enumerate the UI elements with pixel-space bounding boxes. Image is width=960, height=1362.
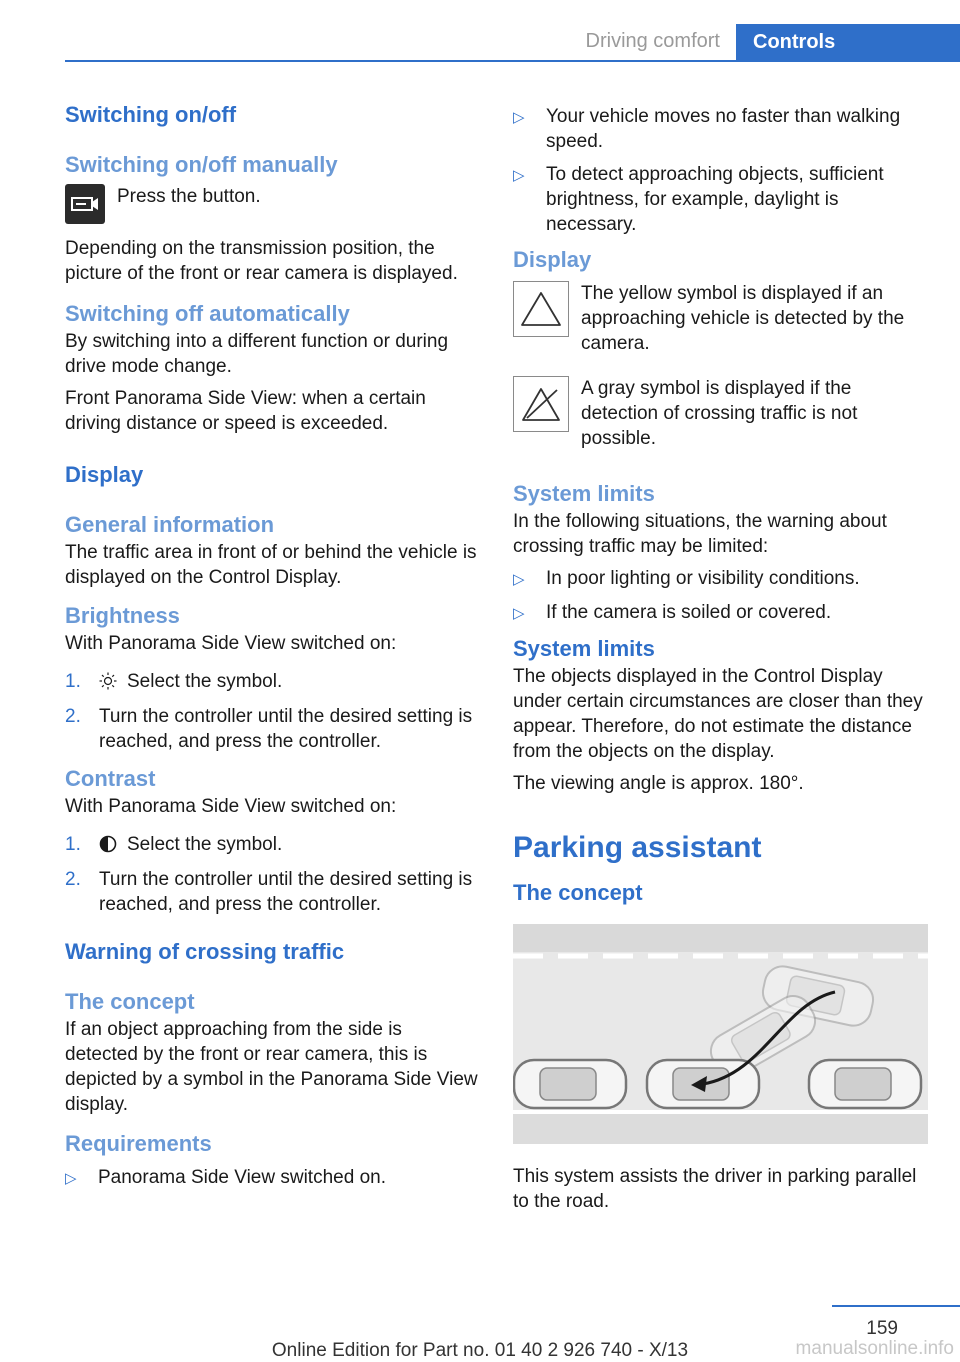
step-text: Turn the controller until the desired setting is reached, and press the controller. [99, 869, 473, 915]
list-item [513, 104, 928, 154]
heading-parking-concept: The concept [513, 880, 643, 905]
yellow-symbol-row [513, 281, 928, 356]
heading-contrast: Contrast [65, 766, 156, 791]
press-button-text: Press the button. [117, 186, 261, 207]
heading-requirements: Requirements [65, 1131, 212, 1156]
list-item [513, 162, 928, 237]
heading-switching-auto: Switching off automatically [65, 301, 350, 326]
paragraph-brightness: With Panorama Side View switched on: [65, 633, 397, 654]
page-header [0, 24, 960, 62]
paragraph-viewing-angle: The viewing angle is approx. 180°. [513, 773, 804, 794]
list-item [65, 1165, 480, 1191]
heading-switching-manual: Switching on/off manually [65, 152, 338, 177]
step-number: 1. [65, 671, 81, 692]
parking-illustration [513, 924, 928, 1144]
list-item [65, 669, 480, 697]
requirements-list [65, 1165, 480, 1191]
footer-watermark: manualsonline.info [795, 1338, 954, 1359]
brightness-steps [65, 669, 480, 754]
step-text: Select the symbol. [127, 834, 283, 855]
page-number-rule [832, 1305, 960, 1307]
list-item-text: To detect approaching objects, sufficient brightness, for example, daylight is necessary. [546, 164, 884, 235]
crossing-traffic-warning-icon [513, 281, 569, 337]
heading-brightness: Brightness [65, 603, 180, 628]
list-item-text: If the camera is soiled or covered. [546, 602, 832, 623]
gray-symbol-row [513, 376, 928, 451]
paragraph-transmission: Depending on the transmission position, the picture of the front or rear camera is displayed. [65, 238, 458, 284]
triangle-bullet-icon: ▷ [513, 109, 525, 126]
list-item-text: Your vehicle moves no faster than walking speed. [546, 106, 901, 152]
list-item-text: In poor lighting or visibility conditions. [546, 568, 860, 589]
page-number: 159 [866, 1318, 898, 1339]
list-item [513, 600, 928, 626]
header-section-title: Driving comfort [585, 30, 720, 52]
step-number: 2. [65, 869, 81, 890]
press-button-row [65, 184, 480, 224]
paragraph-gray-symbol: A gray symbol is displayed if the detection of crossing traffic is not possible. [581, 378, 858, 449]
footer-edition: Online Edition for Part no. 01 40 2 926 740 - X/13 [271, 1340, 689, 1361]
left-column [65, 100, 480, 1199]
list-item [513, 566, 928, 592]
step-number: 2. [65, 706, 81, 727]
header-rule [65, 60, 960, 62]
triangle-bullet-icon: ▷ [65, 1170, 77, 1187]
step-number: 1. [65, 834, 81, 855]
contrast-icon [99, 835, 119, 860]
list-item [65, 867, 480, 917]
camera-button-icon [65, 184, 105, 224]
limits-list [513, 566, 928, 626]
list-item-text: Panorama Side View switched on. [98, 1167, 386, 1188]
paragraph-auto-1: By switching into a different function or during drive mode change. [65, 331, 449, 377]
list-item [65, 832, 480, 860]
heading-general-info: General information [65, 512, 275, 537]
paragraph-limits-1: In the following situations, the warning about crossing traffic may be limited: [513, 511, 887, 557]
right-column [513, 100, 928, 1214]
triangle-bullet-icon: ▷ [513, 605, 525, 622]
heading-display: Display [65, 462, 144, 487]
heading-switching: Switching on/off [65, 102, 237, 127]
heading-parking-assistant: Parking assistant [513, 831, 762, 864]
step-text: Select the symbol. [127, 671, 283, 692]
triangle-bullet-icon: ▷ [513, 571, 525, 588]
requirements-list-continued [513, 104, 928, 237]
paragraph-auto-2: Front Panorama Side View: when a certain driving distance or speed is exceeded. [65, 388, 426, 434]
heading-crossing-traffic: Warning of crossing traffic [65, 939, 345, 964]
header-chapter-tab: Controls [736, 24, 960, 62]
step-text: Turn the controller until the desired setting is reached, and press the controller. [99, 706, 473, 752]
heading-system-limits-1: System limits [513, 481, 655, 506]
triangle-bullet-icon: ▷ [513, 167, 525, 184]
heading-display-right: Display [513, 247, 592, 272]
paragraph-yellow-symbol: The yellow symbol is displayed if an approaching vehicle is detected by the camera. [581, 283, 905, 354]
paragraph-concept: If an object approaching from the side is detected by the front or rear camera, this is depicted by a symbol in the Panorama Side View display. [65, 1019, 478, 1115]
list-item [65, 704, 480, 754]
brightness-icon [99, 672, 119, 697]
contrast-steps [65, 832, 480, 917]
heading-system-limits-2: System limits [513, 636, 655, 661]
heading-concept: The concept [65, 989, 195, 1014]
paragraph-limits-2: The objects displayed in the Control Display under certain circumstances are closer than they appear. Therefore, do not estimate the distance from the objects on the display. [513, 666, 923, 762]
paragraph-general: The traffic area in front of or behind the vehicle is displayed on the Control Display. [65, 542, 477, 588]
paragraph-contrast: With Panorama Side View switched on: [65, 796, 397, 817]
crossing-traffic-unavailable-icon [513, 376, 569, 432]
paragraph-parking: This system assists the driver in parking parallel to the road. [513, 1166, 917, 1212]
